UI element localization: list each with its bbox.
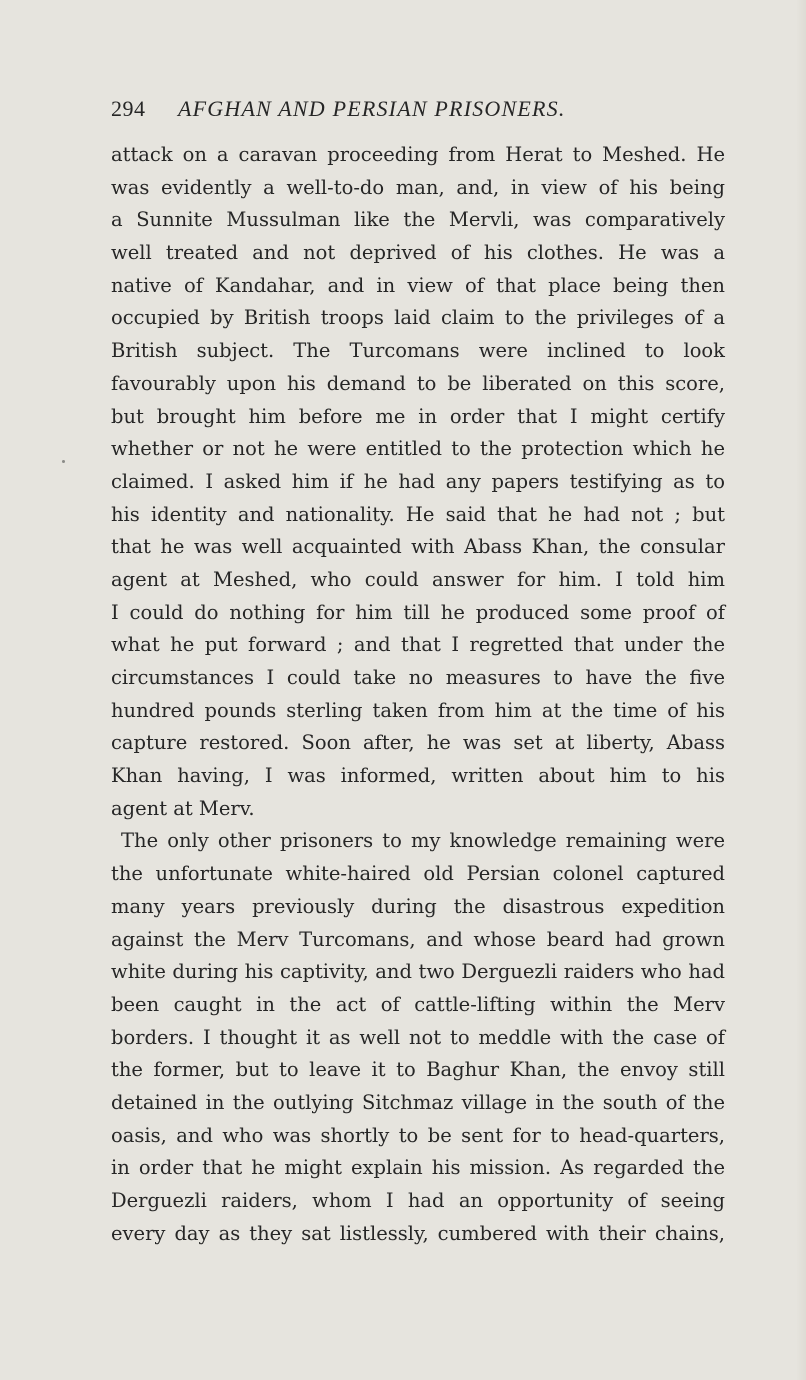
text-line: borders. I thought it as well not to meddle with the case of xyxy=(111,1025,725,1049)
text-line: capture restored. Soon after, he was set at liberty, Abass xyxy=(111,731,725,755)
text-line: the former, but to leave it to Baghur Khan, the envoy still xyxy=(111,1058,725,1082)
text-line: the unfortunate white-haired old Persian colonel captured xyxy=(111,862,725,886)
text-line: many years previously during the disastrous expedition xyxy=(111,894,725,918)
text-line: circumstances I could take no measures to have the five xyxy=(111,666,725,689)
text-line: that he was well acquainted with Abass Khan, the consular xyxy=(111,535,725,559)
page-header xyxy=(111,94,721,124)
text-line: a Sunnite Mussulman like the Mervli, was comparatively xyxy=(111,208,725,232)
text-line: been caught in the act of cattle-lifting within the Merv xyxy=(111,992,725,1016)
text-line: British subject. The Turcomans were inclined to look xyxy=(111,339,725,363)
text-line: white during his captivity, and two Derguezli raiders who had xyxy=(111,960,725,984)
text-line: I could do nothing for him till he produced some proof of xyxy=(111,600,725,624)
text-line: claimed. I asked him if he had any papers testifying as to xyxy=(111,469,725,493)
text-line: native of Kandahar, and in view of that place being then xyxy=(111,273,725,297)
body-text xyxy=(111,139,725,1250)
page-edge-shadow xyxy=(796,0,806,1380)
text-line: attack on a caravan proceeding from Herat to Meshed. He xyxy=(111,143,725,166)
text-line: what he put forward ; and that I regretted that under the xyxy=(111,633,725,657)
text-line: was evidently a well-to-do man, and, in view of his being xyxy=(111,175,725,199)
text-line: in order that he might explain his mission. As regarded the xyxy=(111,1156,725,1180)
text-line: but brought him before me in order that I might certify xyxy=(111,404,725,428)
text-line: his identity and nationality. He said that he had not ; but xyxy=(111,502,725,526)
text-line: agent at Meshed, who could answer for him. I told him xyxy=(111,567,725,591)
page-number: 294 xyxy=(111,96,146,121)
text-line: Derguezli raiders, whom I had an opportunity of seeing xyxy=(111,1189,725,1212)
text-line: every day as they sat listlessly, cumbered with their chains, xyxy=(111,1221,725,1245)
text-line: hundred pounds sterling taken from him at the time of his xyxy=(111,698,725,722)
text-line: occupied by British troops laid claim to the privileges of a xyxy=(111,306,725,330)
margin-mark xyxy=(62,460,65,463)
paragraph-start-line: The only other prisoners to my knowledge remaining were xyxy=(121,829,725,853)
running-title: AFGHAN AND PERSIAN PRISONERS. xyxy=(178,96,566,121)
text-line: whether or not he were entitled to the protection which he xyxy=(111,437,725,461)
paragraph-end-line: agent at Merv. xyxy=(111,796,255,820)
text-line: well treated and not deprived of his clothes. He was a xyxy=(111,241,725,265)
text-line: Khan having, I was informed, written about him to his xyxy=(111,764,725,788)
text-line: oasis, and who was shortly to be sent for to head-quarters, xyxy=(111,1123,725,1147)
text-line: detained in the outlying Sitchmaz village in the south of the xyxy=(111,1090,725,1114)
text-line: against the Merv Turcomans, and whose beard had grown xyxy=(111,927,725,951)
text-line: favourably upon his demand to be liberated on this score, xyxy=(111,371,725,395)
